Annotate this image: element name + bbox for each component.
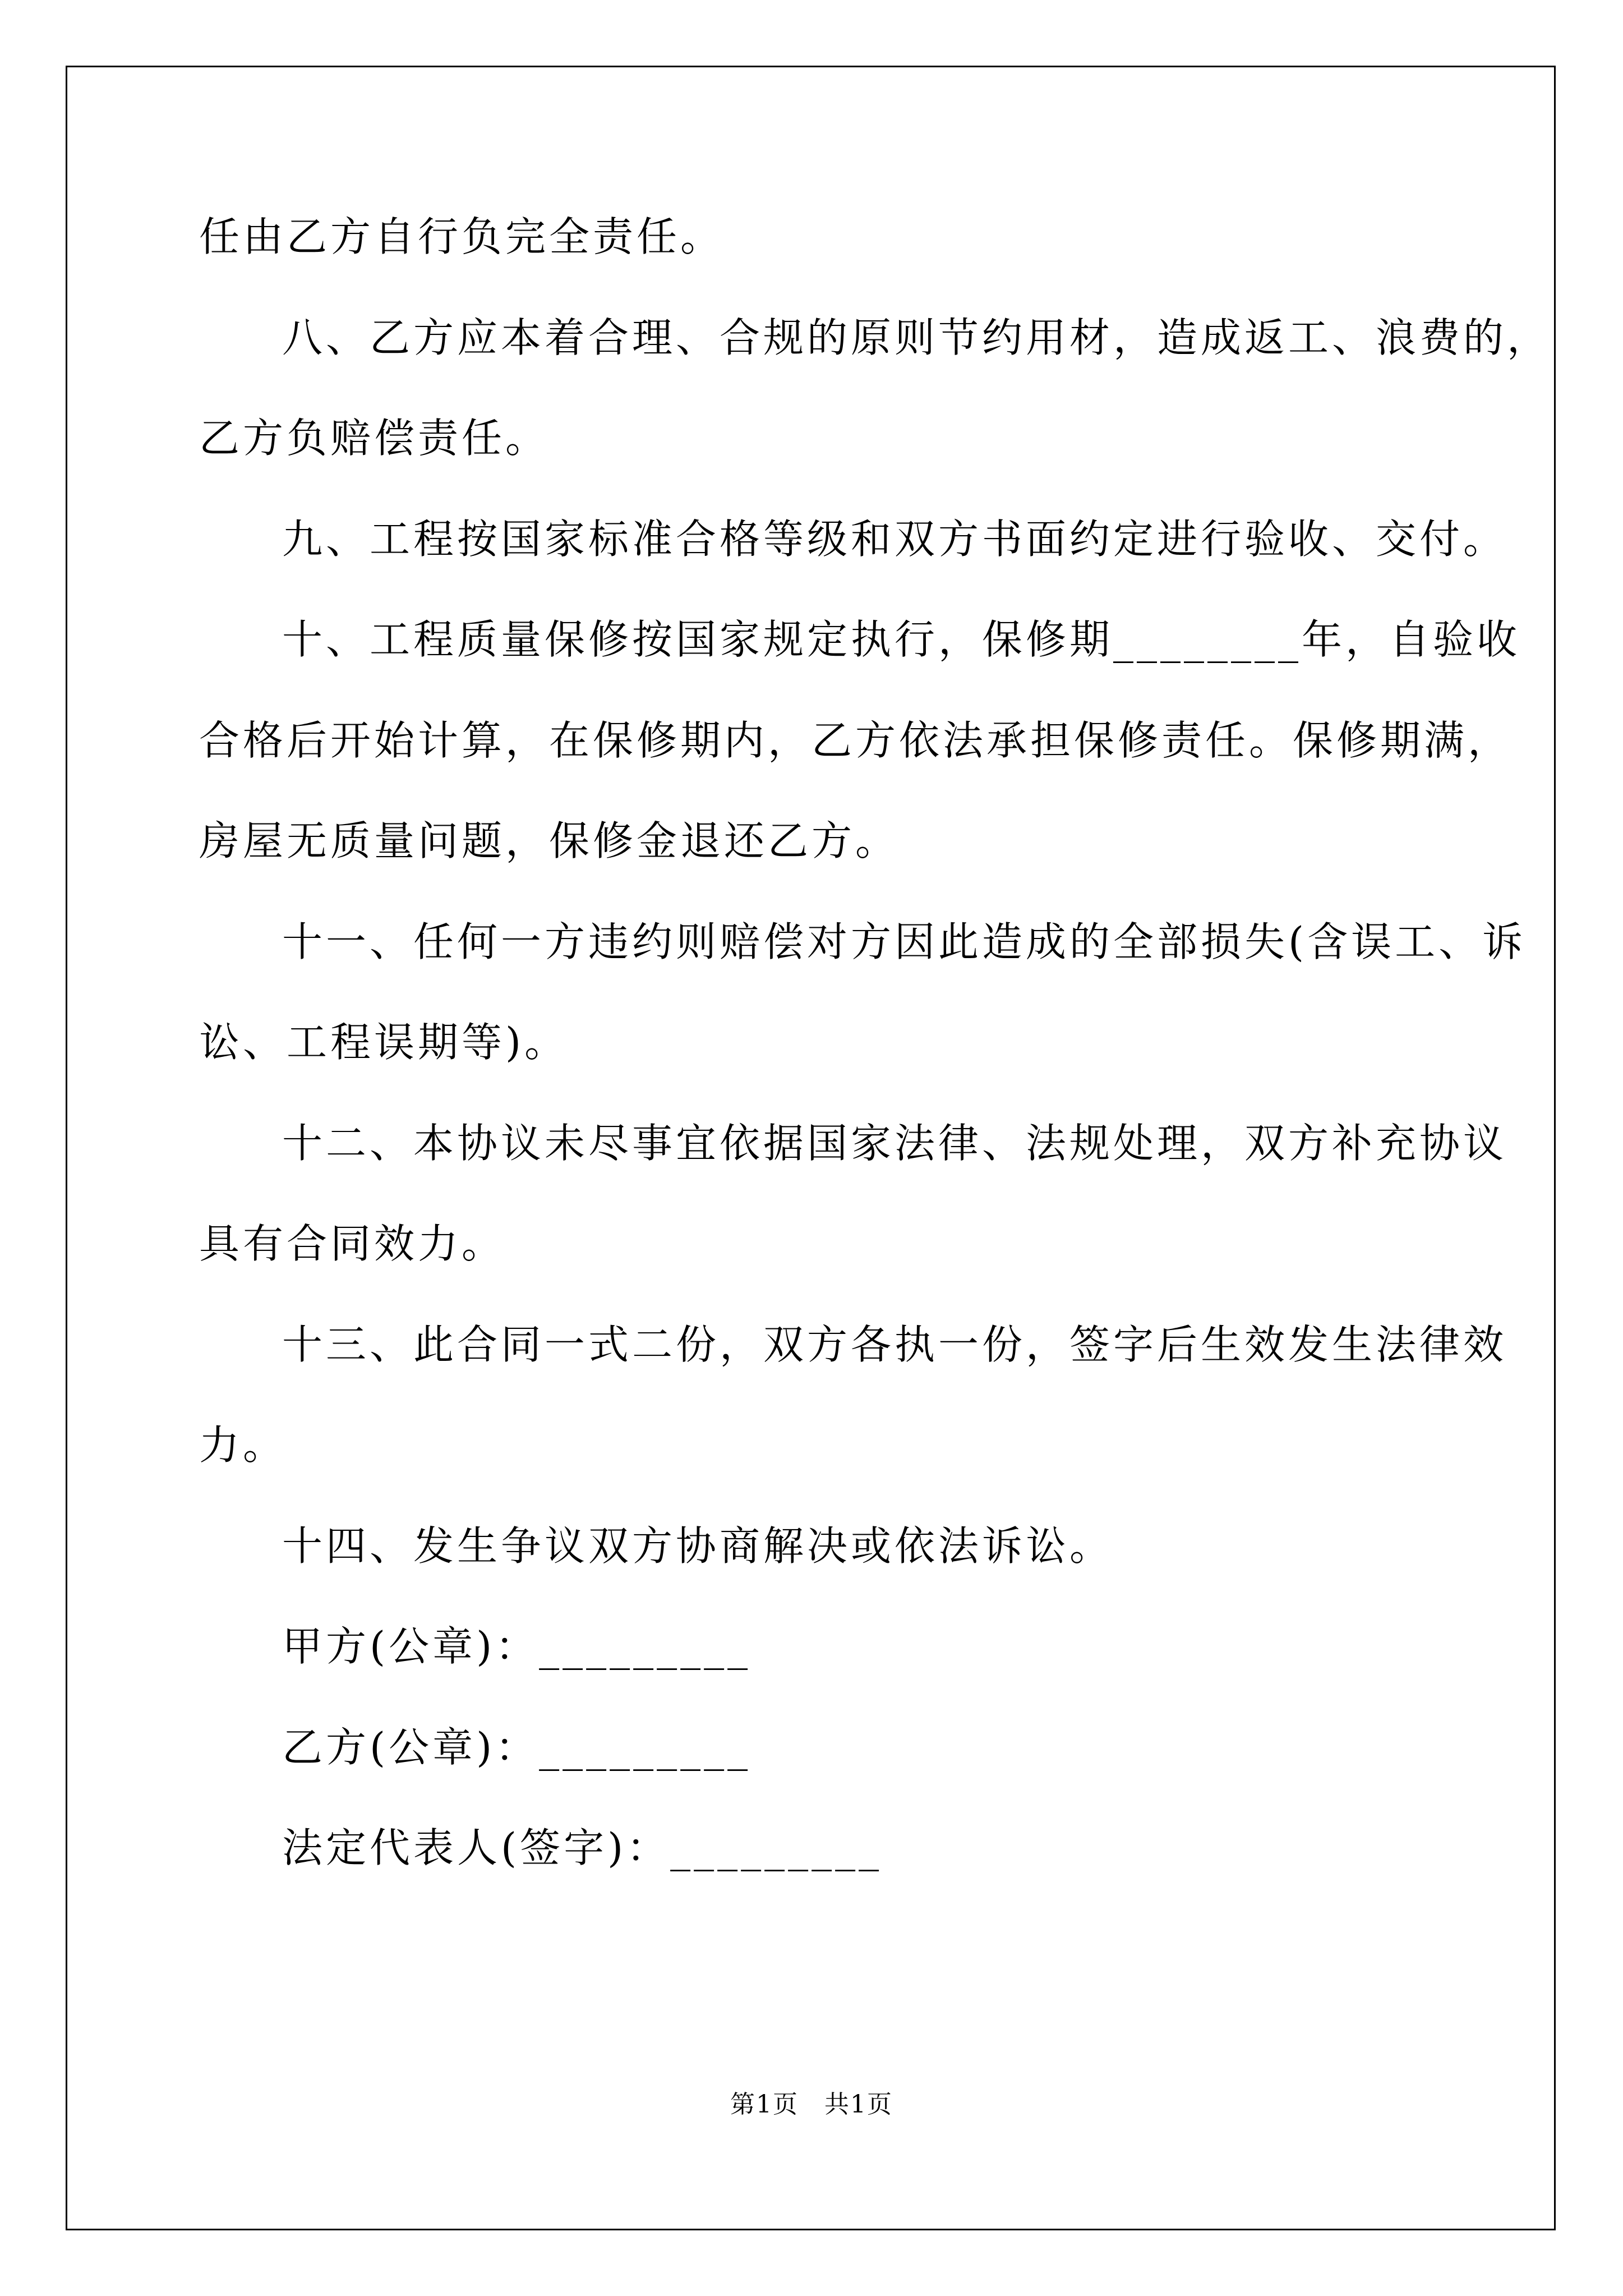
- text-line: 讼、工程误期等)。: [199, 1019, 569, 1066]
- legal-representative-signature-line: 法定代表人(签字)：_________: [282, 1824, 883, 1871]
- text-line: 合格后开始计算，在保修期内，乙方依法承担保修责任。保修期满，: [199, 717, 1512, 764]
- text-line: 任由乙方自行负完全责任。: [199, 213, 725, 260]
- text-line: 力。: [199, 1421, 287, 1469]
- clause-13: 十三、此合同一式二份，双方各执一份，签字后生效发生法律效: [282, 1321, 1507, 1368]
- clause-11: 十一、任何一方违约则赔偿对方因此造成的全部损失(含误工、诉: [282, 918, 1527, 965]
- party-b-seal-line: 乙方(公章)：_________: [282, 1724, 751, 1771]
- clause-10: 十、工程质量保修按国家规定执行，保修期________年，自验收: [282, 616, 1521, 663]
- clause-12: 十二、本协议未尽事宜依据国家法律、法规处理，双方补充协议: [282, 1120, 1507, 1167]
- text-line: 具有合同效力。: [199, 1220, 506, 1267]
- clause-14: 十四、发生争议双方协商解决或依法诉讼。: [282, 1522, 1114, 1570]
- text-line: 房屋无质量问题，保修金退还乙方。: [199, 817, 900, 864]
- clause-9: 九、工程按国家标准合格等级和双方书面约定进行验收、交付。: [282, 516, 1507, 563]
- clause-8: 八、乙方应本着合理、合规的原则节约用材，造成返工、浪费的，: [282, 314, 1551, 361]
- page-footer: 第1页 共1页: [730, 2090, 893, 2119]
- party-a-seal-line: 甲方(公章)：_________: [282, 1623, 751, 1670]
- text-line: 乙方负赔偿责任。: [199, 415, 550, 462]
